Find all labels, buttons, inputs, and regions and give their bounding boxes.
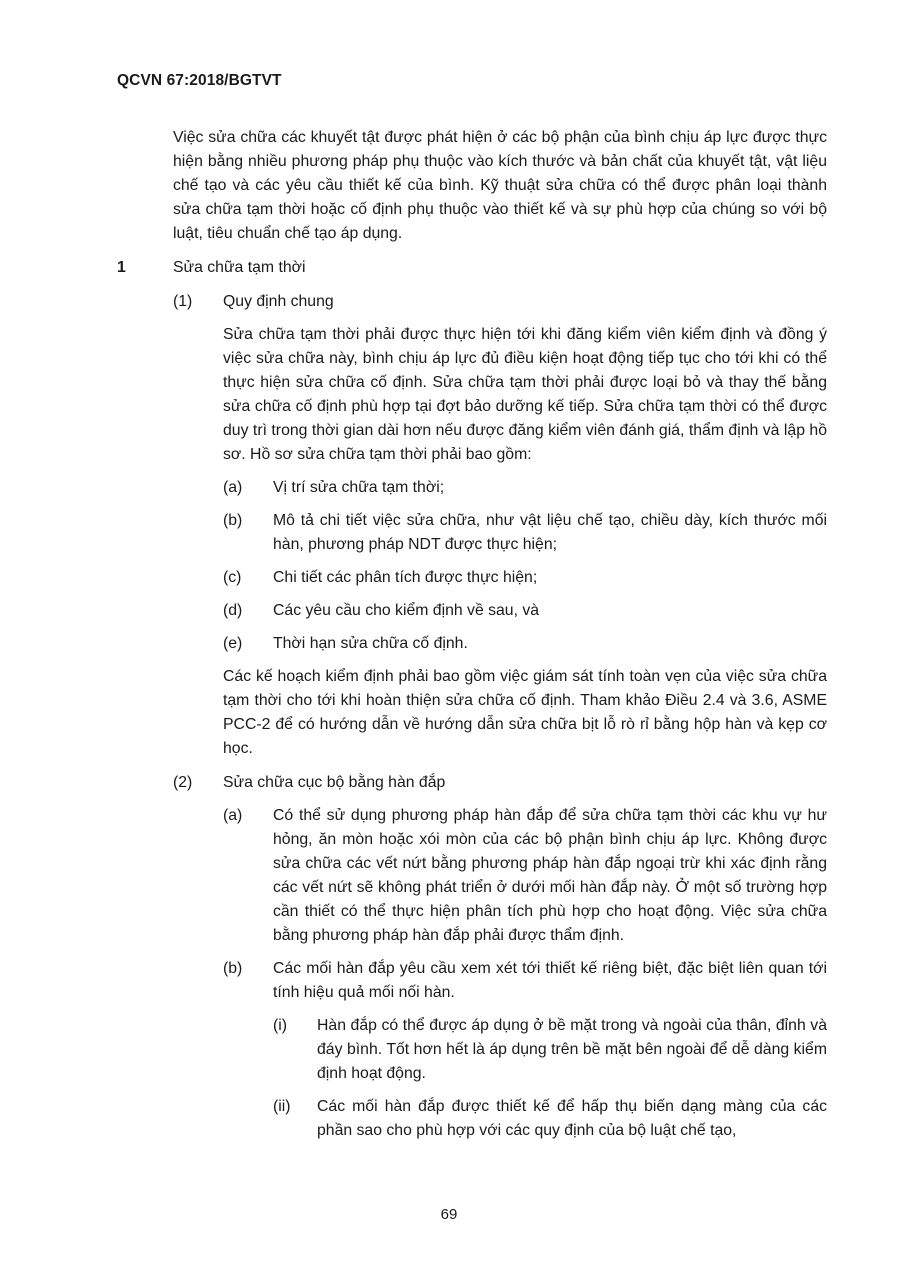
nested-item-marker: (i) bbox=[273, 1017, 288, 1034]
subsection-number: (1) bbox=[173, 293, 193, 310]
list-item-text: Mô tả chi tiết việc sửa chữa, như vật liệu chế tạo, chiều dày, kích thước mối hàn, phương pháp NDT được thực hiện; bbox=[273, 512, 827, 553]
list-item-text: Chi tiết các phân tích được thực hiện; bbox=[273, 569, 538, 586]
list-item bbox=[223, 599, 827, 623]
list-item bbox=[223, 957, 827, 1005]
subsection-1-closing: Các kế hoạch kiểm định phải bao gồm việc giám sát tính toàn vẹn của việc sửa chữa tạm thời cho tới khi hoàn thiện sửa chữa cố định. Tham khảo Điều 2.4 và 3.6, ASME PCC-2 để có hướng dẫn về hướng dẫn sửa chữa bịt lỗ rò rỉ bằng hộp hàn và kẹp cơ học. bbox=[223, 668, 827, 757]
subsection-title: Quy định chung bbox=[223, 293, 334, 310]
list-item bbox=[223, 476, 827, 500]
list-item-text: Các mối hàn đắp yêu cầu xem xét tới thiết kế riêng biệt, đặc biệt liên quan tới tính hiệu quả mối nối hàn. bbox=[273, 960, 827, 1001]
list-item-text: Thời hạn sửa chữa cố định. bbox=[273, 635, 468, 652]
page-number: 69 bbox=[440, 1206, 458, 1223]
list-item bbox=[223, 632, 827, 656]
list-item-marker: (b) bbox=[223, 960, 243, 977]
subsection-1-heading bbox=[173, 290, 827, 314]
list-item bbox=[223, 804, 827, 948]
list-item-text: Có thể sử dụng phương pháp hàn đắp để sửa chữa tạm thời các khu vự hư hỏng, ăn mòn hoặc xói mòn của các bộ phận bình chịu áp lực. Không được sửa chữa các vết nứt bằng phương pháp hàn đắp ngoại trừ khi xác định rằng các vết nứt sẽ không phát triển ở dưới mối hàn đắp này. Ở một số trường hợp cần thiết có thể thực hiện phân tích phù hợp cho hoạt động. Việc sửa chữa bằng phương pháp hàn đắp phải được thẩm định. bbox=[273, 807, 827, 944]
intro-paragraph: Việc sửa chữa các khuyết tật được phát hiện ở các bộ phận của bình chịu áp lực được thực hiện bằng nhiều phương pháp phụ thuộc vào kích thước và bản chất của khuyết tật, vật liệu chế tạo và các yêu cầu thiết kế của bình. Kỹ thuật sửa chữa có thể được phân loại thành sửa chữa tạm thời hoặc cố định phụ thuộc vào thiết kế và sự phù hợp của chúng so với bộ luật, tiêu chuẩn chế tạo áp dụng. bbox=[173, 129, 827, 242]
section-1-heading bbox=[117, 256, 827, 280]
list-item-marker: (a) bbox=[223, 807, 243, 824]
page-body bbox=[117, 126, 827, 1143]
nested-item-marker: (ii) bbox=[273, 1098, 291, 1115]
list-item-text: Vị trí sửa chữa tạm thời; bbox=[273, 479, 445, 496]
subsection-2-heading bbox=[173, 771, 827, 795]
list-item-text: Các yêu cầu cho kiểm định về sau, và bbox=[273, 602, 540, 619]
subsection-1-paragraph: Sửa chữa tạm thời phải được thực hiện tới khi đăng kiểm viên kiểm định và đồng ý việc sửa chữa này, bình chịu áp lực đủ điều kiện hoạt động tiếp tục cho tới khi có thể thực hiện sửa chữa cố định. Sửa chữa tạm thời phải được loại bỏ và thay thế bằng sửa chữa cố định phù hợp tại đợt bảo dưỡng kế tiếp. Sửa chữa tạm thời có thể được duy trì trong thời gian dài hơn nếu được đăng kiểm viên đánh giá, thẩm định và lập hồ sơ. Hồ sơ sửa chữa tạm thời phải bao gồm: bbox=[223, 326, 827, 463]
subsection-title: Sửa chữa cục bộ bằng hàn đắp bbox=[223, 774, 446, 791]
nested-item-text: Hàn đắp có thể được áp dụng ở bề mặt trong và ngoài của thân, đỉnh và đáy bình. Tốt hơn hết là áp dụng trên bề mặt bên ngoài để dễ dàng kiểm định hoạt động. bbox=[317, 1017, 827, 1082]
list-item-marker: (d) bbox=[223, 602, 243, 619]
section-title: Sửa chữa tạm thời bbox=[173, 259, 306, 276]
list-item-marker: (a) bbox=[223, 479, 243, 496]
list-item-marker: (c) bbox=[223, 569, 242, 586]
list-item-marker: (b) bbox=[223, 512, 243, 529]
list-item bbox=[223, 566, 827, 590]
document-header: QCVN 67:2018/BGTVT bbox=[117, 72, 282, 89]
subsection-number: (2) bbox=[173, 774, 193, 791]
nested-list-item bbox=[273, 1014, 827, 1086]
nested-list-item bbox=[273, 1095, 827, 1143]
list-item-marker: (e) bbox=[223, 635, 243, 652]
nested-item-text: Các mối hàn đắp được thiết kế để hấp thụ biến dạng màng của các phần sao cho phù hợp với các quy định của bộ luật chế tạo, bbox=[317, 1098, 827, 1139]
list-item bbox=[223, 509, 827, 557]
section-number: 1 bbox=[117, 259, 126, 276]
